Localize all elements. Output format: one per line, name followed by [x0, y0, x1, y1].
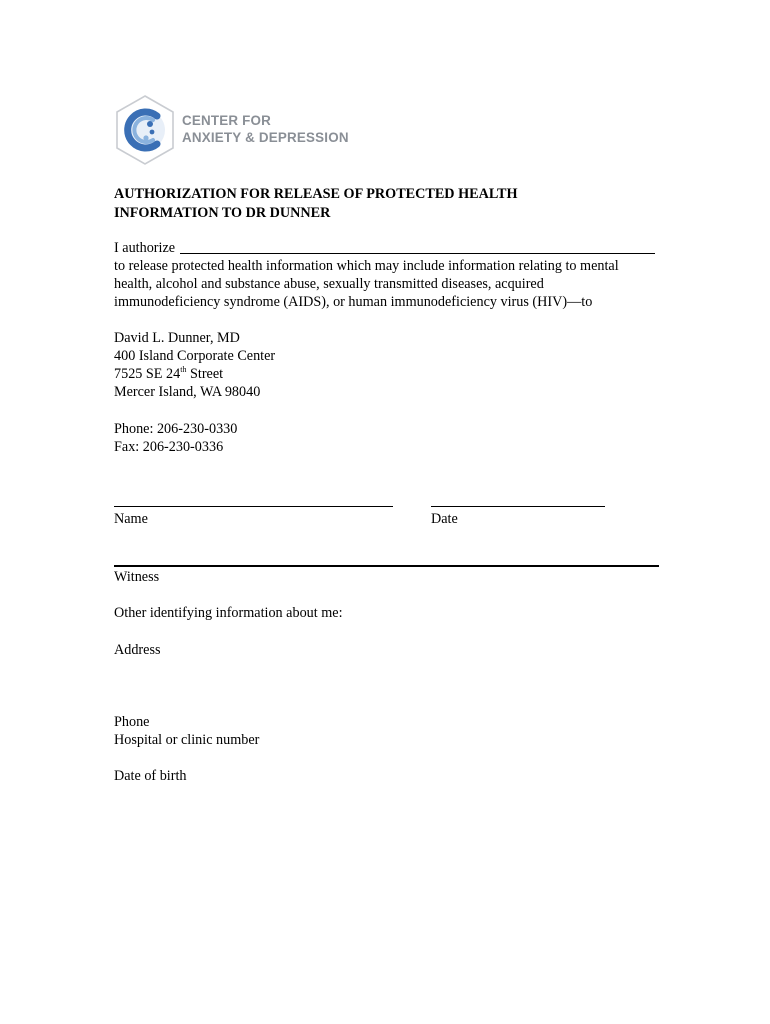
recipient-phone: Phone: 206-230-0330 — [114, 421, 238, 437]
recipient-city: Mercer Island, WA 98040 — [114, 384, 261, 400]
logo-text-line1: CENTER FOR — [182, 113, 272, 128]
address-label: Address — [114, 642, 161, 658]
authorize-lead: I authorize — [114, 240, 176, 256]
witness-label: Witness — [114, 569, 160, 585]
authorize-line3: health, alcohol and substance abuse, sexually transmitted diseases, acquired — [114, 276, 544, 292]
other-info-heading: Other identifying information about me: — [114, 605, 343, 621]
name-label: Name — [114, 511, 148, 527]
recipient-fax: Fax: 206-230-0336 — [114, 439, 224, 455]
date-of-birth-label: Date of birth — [114, 768, 187, 784]
phone-label: Phone — [114, 714, 150, 730]
witness-signature-field[interactable] — [114, 565, 659, 567]
logo-text-line2: ANXIETY & DEPRESSION — [182, 130, 349, 145]
date-field[interactable] — [431, 506, 605, 507]
authorize-line2: to release protected health information which may include information relating to mental — [114, 258, 619, 274]
recipient-address-line1: 400 Island Corporate Center — [114, 348, 276, 364]
authorize-line4: immunodeficiency syndrome (AIDS), or human immunodeficiency virus (HIV)—to — [114, 294, 593, 310]
hospital-number-label: Hospital or clinic number — [114, 732, 260, 748]
authorize-name-field[interactable] — [180, 253, 655, 254]
title-line2: INFORMATION TO DR DUNNER — [114, 205, 331, 221]
document-title — [114, 185, 518, 223]
street-ordinal: th — [180, 365, 187, 374]
title-line1: AUTHORIZATION FOR RELEASE OF PROTECTED HEALTH — [114, 186, 518, 202]
date-label: Date — [431, 511, 458, 527]
logo-mark-icon — [110, 94, 180, 166]
recipient-street — [114, 365, 223, 383]
street-suffix: Street — [186, 366, 224, 382]
recipient-name: David L. Dunner, MD — [114, 330, 240, 346]
name-signature-field[interactable] — [114, 506, 393, 507]
street-prefix: 7525 SE 24 — [114, 366, 181, 382]
